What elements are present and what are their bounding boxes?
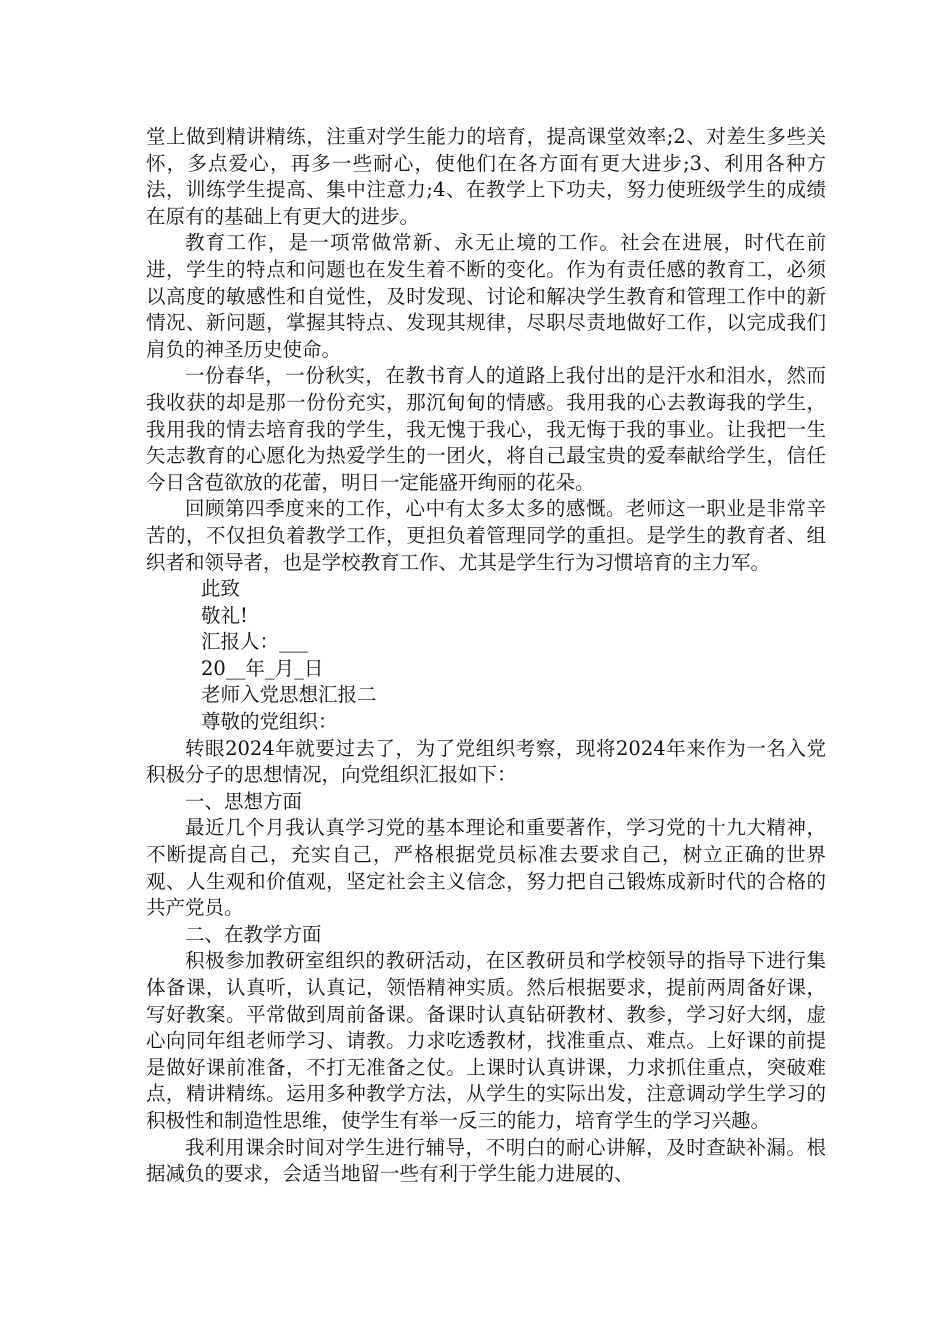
paragraph-teaching: 积极参加教研室组织的教研活动，在区教研员和学校领导的指导下进行集体备课，认真听，认真记，领悟精神实质。然后根据要求，提前两周备好课，写好教案。平常做到周前备课。备课时认真钻研教材、教参，学习好大纲，虚心向同年组老师学习、请教。力求吃透教材，找准重点、难点。上好课的前提是做好课前准备，不打无准备之仗。上课时认真讲课，力求抓住重点，突破难点，精讲精练。运用多种教学方法，从学生的实际出发，注意调动学生学习的积极性和制造性思维，使学生有举一反三的能力，培育学生的学习兴趣。 bbox=[146, 949, 826, 1132]
paragraph-thought: 最近几个月我认真学习党的基本理论和重要著作，学习党的十九大精神，不断提高自己，充实自己，严格根据党员标准去要求自己，树立正确的世界观、人生观和价值观，坚定社会主义信念，努力把自己锻炼成新时代的合格的共产党员。 bbox=[146, 816, 826, 920]
paragraph-intro: 转眼2024年就要过去了，为了党组织考察，现将2024年来作为一名入党积极分子的思想情况，向党组织汇报如下： bbox=[146, 736, 826, 787]
paragraph-spring-autumn: 一份春华，一份秋实，在教书育人的道路上我付出的是汗水和泪水，然而我收获的却是那一份份充实，那沉甸甸的情感。我用我的心去教诲我的学生，我用我的情去培育我的学生，我无愧于我心，我无悔于我的事业。让我把一生矢志教育的心愿化为热爱学生的一团火，将自己最宝贵的爱奉献给学生，信任今日含苞欲放的花蕾，明日一定能盛开绚丽的花朵。 bbox=[146, 364, 826, 494]
closing-jingli: 敬礼! bbox=[201, 603, 248, 627]
paragraph-review-quarter: 回顾第四季度来的工作，心中有太多太多的感慨。老师这一职业是非常辛苦的，不仅担负着教学工作，更担负着管理同学的重担。是学生的教育者、组织者和领导者，也是学校教育工作、尤其是学生行为习惯培育的主力军。 bbox=[146, 497, 826, 574]
heading-teaching: 二、在教学方面 bbox=[185, 922, 322, 946]
document-page bbox=[146, 124, 826, 1188]
heading-thought: 一、思想方面 bbox=[185, 789, 303, 813]
section-title: 老师入党思想汇报二 bbox=[201, 683, 377, 707]
paragraph-education-work: 教育工作，是一项常做常新、永无止境的工作。社会在进展，时代在前进，学生的特点和问题也在发生着不断的变化。作为有责任感的教育工，必须以高度的敏感性和自觉性，及时发现、讨论和解决学生教育和管理工作中的新情况、新问题，掌握其特点、发现其规律，尽职尽责地做好工作，以完成我们肩负的神圣历史使命。 bbox=[146, 231, 826, 361]
paragraph-tutoring: 我利用课余时间对学生进行辅导，不明白的耐心讲解，及时查缺补漏。根据减负的要求，会适当地留一些有利于学生能力进展的、 bbox=[146, 1135, 826, 1186]
date-line: 20__年_月_日 bbox=[201, 656, 324, 680]
paragraph-continued: 堂上做到精讲精练，注重对学生能力的培育，提高课堂效率;2、对差生多些关怀，多点爱心，再多一些耐心，使他们在各方面有更大进步;3、利用各种方法，训练学生提高、集中注意力;4、在教学上下功夫，努力使班级学生的成绩在原有的基础上有更大的进步。 bbox=[146, 125, 826, 228]
reporter-line: 汇报人：___ bbox=[201, 630, 309, 654]
closing-cizhi: 此致 bbox=[201, 577, 241, 601]
salutation: 尊敬的党组织： bbox=[201, 710, 338, 734]
